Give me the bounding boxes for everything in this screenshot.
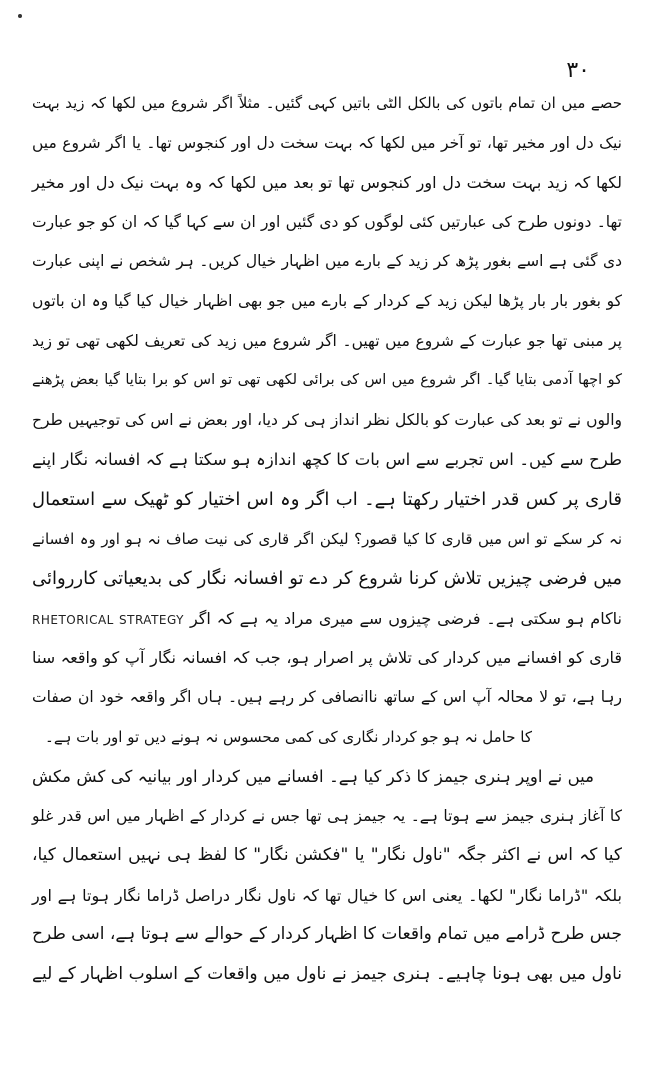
page-speck xyxy=(18,14,22,18)
text-line: جس طرح ڈرامے میں تمام واقعات کا اظہار کردار کے حوالے سے ہوتا ہے، اسی طرح xyxy=(32,924,622,945)
text-line: والوں نے تو بعد کی عبارت کو بالکل نظر انداز ہی کر دیا، اور بعض نے اس کی توجیہیں طرح xyxy=(32,410,622,429)
text-line: میں نے اوپر ہنری جیمز کا ذکر کیا ہے۔ افسانے میں کردار اور بیانیہ کی کش مکش xyxy=(32,767,594,787)
text-line-with-term xyxy=(32,599,622,639)
text-line: حصے میں ان تمام باتوں کی بالکل الٹی باتیں کہی گئیں۔ مثلاً اگر شروع میں لکھا کہ زید بہت xyxy=(32,94,622,112)
text-line: لکھا کہ زید بہت سخت دل اور کنجوس تھا تو بعد میں لکھا کہ وہ بہت نیک دل اور مخیر xyxy=(32,173,622,193)
text-line: قاری کو افسانے میں کردار کی تلاش پر اصرار ہو، جب کہ افسانہ نگار آپ کو واقعہ سنا xyxy=(32,648,622,668)
text-line: تھا۔ دونوں طرح کی عبارتیں کئی لوگوں کو دی گئیں اور ان سے کہا گیا کہ ان کو جو عبارت xyxy=(32,212,622,231)
text-line: طرح سے کیں۔ اس تجربے سے اس بات کا کچھ اندازہ ہو سکتا ہے کہ افسانہ نگار اپنے xyxy=(32,450,622,470)
text-line: ناول میں بھی ہونا چاہیے۔ ہنری جیمز نے ناول میں واقعات کے اسلوب اظہار کے لیے xyxy=(32,964,622,985)
text-line: بلکہ "ڈراما نگار" لکھا۔ یعنی اس کا خیال تھا کہ ناول نگار دراصل ڈراما نگار ہوتا ہے اور xyxy=(32,885,622,905)
text-line: میں فرضی چیزیں تلاش کرنا شروع کر دے تو افسانہ نگار کی بدیعیاتی کارروائی xyxy=(32,568,622,590)
page-number: ۳۰ xyxy=(566,58,590,83)
text-line: کو بغور بار بار پڑھا لیکن زید کے کردار کے بارے میں جو بھی اظہار خیال کیا گیا وہ ان باتوں xyxy=(32,291,622,310)
english-term: RHETORICAL STRATEGY xyxy=(32,612,185,627)
text-line: پر مبنی تھا جو عبارت کے شروع میں تھیں۔ اگر شروع میں زید کی تعریف لکھی تھی تو زید xyxy=(32,331,622,350)
text-line: نیک دل اور مخیر تھا، تو آخر میں لکھا کہ بہت سخت دل اور کنجوس تھا۔ یا اگر شروع میں xyxy=(32,133,622,152)
text-line: کیا کہ اس نے اکثر جگہ "ناول نگار" یا "فکشن نگار" کا لفظ ہی نہیں استعمال کیا، xyxy=(32,845,622,866)
text-line: کو اچھا آدمی بتایا گیا۔ اگر شروع میں اس کی برائی لکھی تھی تو اس کو برا بتایا گیا بعض پڑھنے xyxy=(32,372,622,389)
text-line: کا آغاز ہنری جیمز سے ہوتا ہے۔ یہ جیمز ہی تھا جس نے کردار کے اظہار میں اس قدر غلو xyxy=(32,806,622,825)
text-line: کا حامل نہ ہو جو کردار نگاری کی کمی محسوس نہ ہونے دیں تو اور بات ہے۔ xyxy=(45,727,532,746)
body-text xyxy=(32,84,622,995)
text-line: نہ کر سکے تو اس میں قاری کا کیا قصور؟ لیکن اگر قاری کی نیت صاف نہ ہو اور وہ افسانے xyxy=(32,529,622,548)
text-line: قاری پر کس قدر اختیار رکھتا ہے۔ اب اگر وہ اس اختیار کو ٹھیک سے استعمال xyxy=(32,488,622,510)
text-line: رہا ہے، تو لا محالہ آپ اس کے ساتھ ناانصافی کر رہے ہیں۔ ہاں اگر واقعہ خود ان صفات xyxy=(32,687,622,706)
text-line-segment: ناکام ہو سکتی ہے۔ فرضی چیزوں سے میری مراد یہ ہے کہ اگر xyxy=(189,608,623,628)
text-line: دی گئی ہے اسے بغور پڑھ کر زید کے بارے میں اظہار خیال کریں۔ ہر شخص نے اپنی عبارت xyxy=(32,252,622,271)
